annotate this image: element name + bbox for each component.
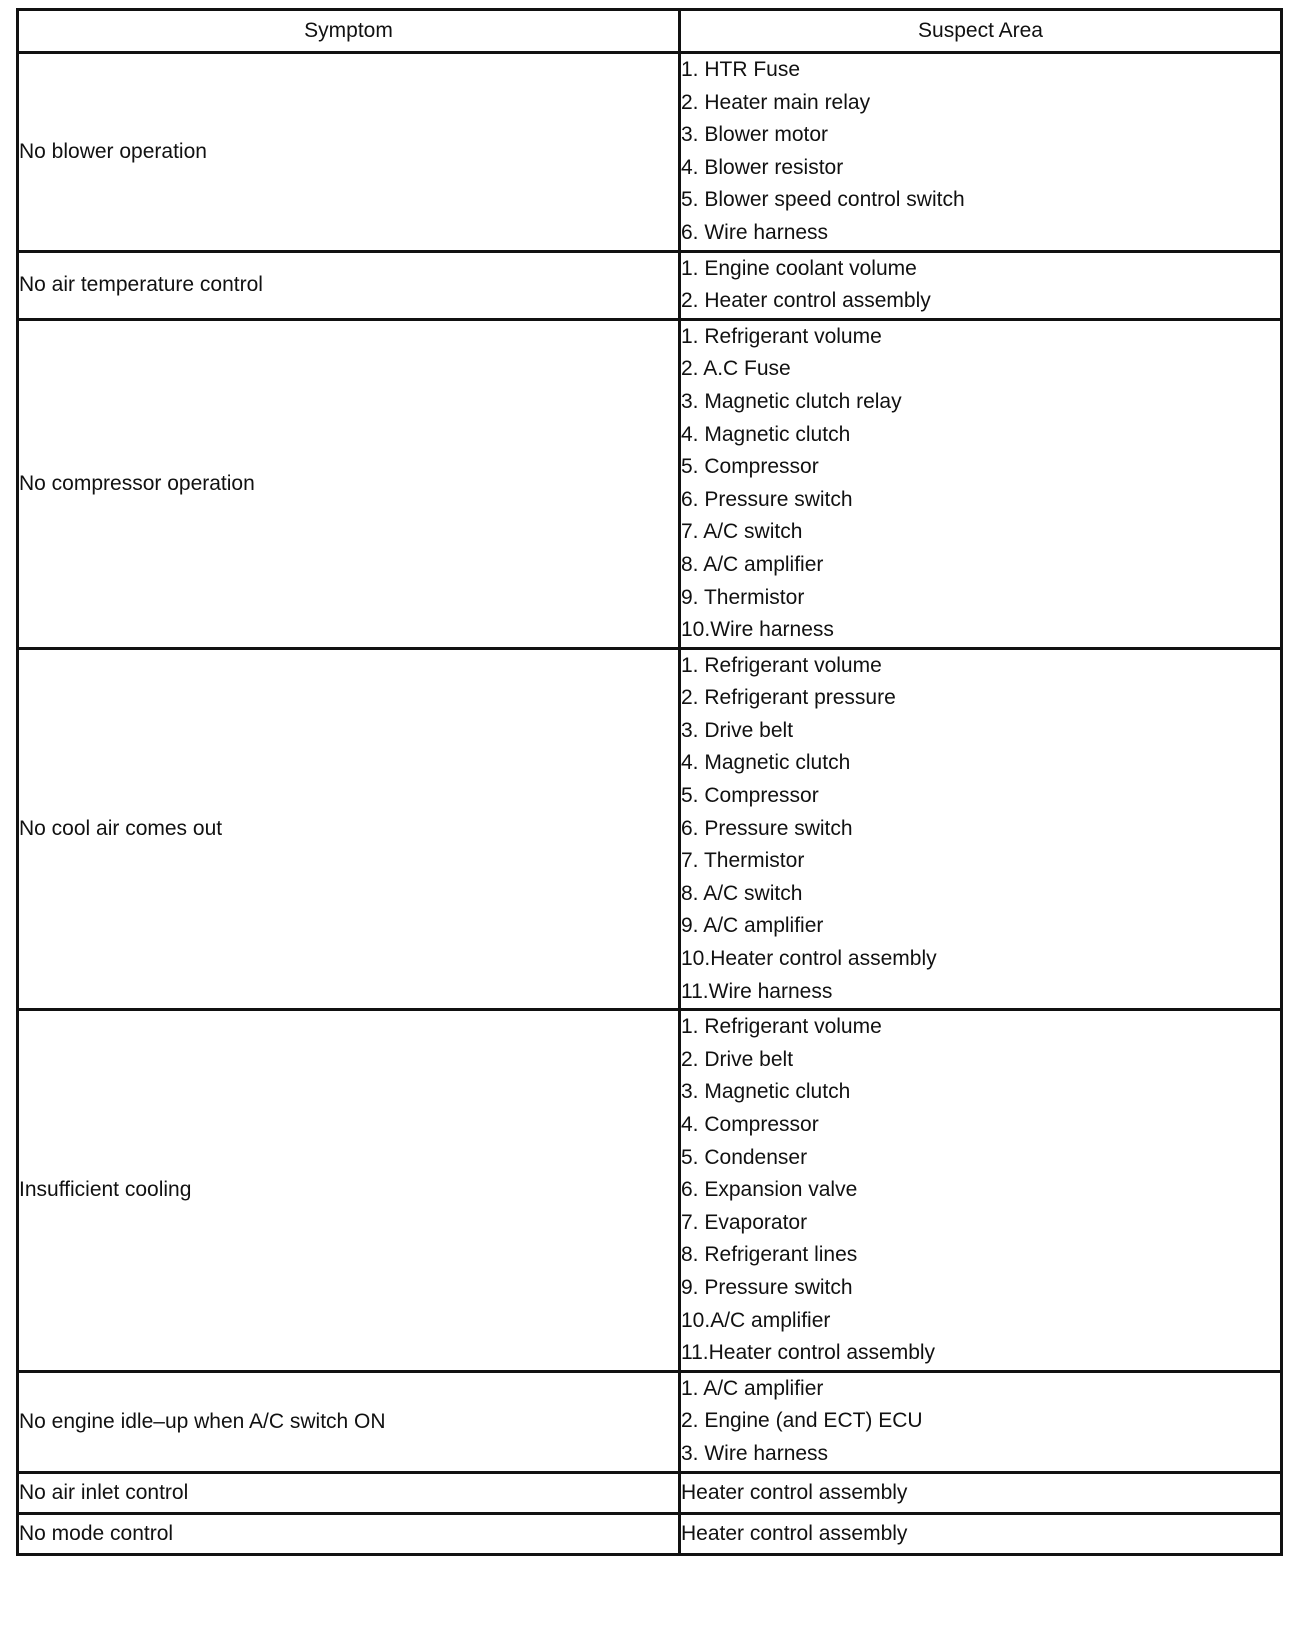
suspect-area-item: 9. Pressure switch bbox=[681, 1275, 853, 1299]
table-row bbox=[18, 53, 1282, 252]
suspect-area-item: 4. Compressor bbox=[681, 1113, 819, 1136]
suspect-area-item: 6. Pressure switch bbox=[681, 487, 853, 511]
table-row bbox=[18, 1472, 1282, 1513]
troubleshooting-page bbox=[16, 8, 1280, 1556]
suspect-area-list bbox=[681, 650, 1280, 1009]
symptom-cell: No blower operation bbox=[18, 53, 680, 252]
suspect-area-item: 10.Wire harness bbox=[681, 618, 834, 642]
suspect-area-item: 7. A/C switch bbox=[681, 520, 803, 544]
suspect-area-item: 3. Drive belt bbox=[681, 718, 794, 742]
suspect-area-item: 1. HTR Fuse bbox=[681, 58, 801, 81]
suspect-area-list bbox=[681, 253, 1280, 318]
suspect-area-item: 5. Compressor bbox=[681, 784, 819, 808]
suspect-area-item: 2. Heater control assembly bbox=[681, 289, 931, 313]
symptom-cell: Insufficient cooling bbox=[18, 1010, 680, 1372]
symptom-cell: No compressor operation bbox=[18, 319, 680, 648]
suspect-area-list bbox=[681, 1011, 1280, 1370]
table-row bbox=[18, 319, 1282, 648]
suspect-area-item: 4. Blower resistor bbox=[681, 155, 844, 179]
symptom-cell: No air inlet control bbox=[18, 1472, 680, 1513]
suspect-area-item: 4. Magnetic clutch bbox=[681, 422, 851, 446]
suspect-area-item: 8. A/C switch bbox=[681, 881, 803, 905]
symptom-cell: No engine idle–up when A/C switch ON bbox=[18, 1371, 680, 1472]
suspect-area-cell bbox=[680, 53, 1282, 252]
suspect-area-item: 3. Blower motor bbox=[681, 123, 829, 147]
table-row bbox=[18, 1371, 1282, 1472]
suspect-area-item: 1. Engine coolant volume bbox=[681, 256, 917, 280]
suspect-area-item: 9. Thermistor bbox=[681, 585, 805, 609]
suspect-area-item: 11.Heater control assembly bbox=[681, 1341, 936, 1365]
suspect-area-item: 2. Refrigerant pressure bbox=[681, 686, 896, 710]
suspect-area-item: 10.Heater control assembly bbox=[681, 947, 937, 971]
suspect-area-item: 3. Magnetic clutch bbox=[681, 1080, 851, 1104]
suspect-area-item: 1. Refrigerant volume bbox=[681, 653, 882, 677]
suspect-area-cell bbox=[680, 1010, 1282, 1372]
suspect-area-item: 1. A/C amplifier bbox=[681, 1376, 824, 1400]
suspect-area-list bbox=[681, 54, 1280, 250]
suspect-area-item: 5. Compressor bbox=[681, 455, 819, 479]
suspect-area-cell bbox=[680, 319, 1282, 648]
symptom-cell: No mode control bbox=[18, 1513, 680, 1554]
suspect-area-item: 8. Refrigerant lines bbox=[681, 1243, 858, 1267]
suspect-area-item: 9. A/C amplifier bbox=[681, 914, 824, 938]
suspect-area-cell bbox=[680, 251, 1282, 319]
suspect-area-item: 2. Engine (and ECT) ECU bbox=[681, 1409, 923, 1433]
suspect-area-list bbox=[681, 321, 1280, 647]
suspect-area-cell: Heater control assembly bbox=[680, 1472, 1282, 1513]
table-row bbox=[18, 1010, 1282, 1372]
suspect-area-item: 8. A/C amplifier bbox=[681, 552, 824, 576]
suspect-area-item: 7. Evaporator bbox=[681, 1210, 808, 1234]
symptom-table bbox=[16, 8, 1283, 1556]
suspect-area-item: 4. Magnetic clutch bbox=[681, 751, 851, 775]
suspect-area-item: 6. Wire harness bbox=[681, 220, 829, 244]
suspect-area-item: 1. Refrigerant volume bbox=[681, 324, 882, 348]
suspect-area-item: 6. Expansion valve bbox=[681, 1178, 858, 1202]
suspect-area-item: 3. Wire harness bbox=[681, 1441, 829, 1465]
symptom-cell: No air temperature control bbox=[18, 251, 680, 319]
suspect-area-item: 6. Pressure switch bbox=[681, 816, 853, 840]
symptom-column-header: Symptom bbox=[18, 10, 680, 53]
suspect-area-column-header: Suspect Area bbox=[680, 10, 1282, 53]
table-row bbox=[18, 251, 1282, 319]
table-row bbox=[18, 1513, 1282, 1554]
suspect-area-item: 11.Wire harness bbox=[681, 979, 833, 1003]
suspect-area-item: 2. A.C Fuse bbox=[681, 357, 791, 381]
suspect-area-item: 2. Drive belt bbox=[681, 1047, 794, 1071]
suspect-area-item: 3. Magnetic clutch relay bbox=[681, 389, 902, 413]
suspect-area-item: 10.A/C amplifier bbox=[681, 1308, 831, 1332]
suspect-area-item: 5. Blower speed control switch bbox=[681, 188, 965, 212]
suspect-area-cell bbox=[680, 1371, 1282, 1472]
suspect-area-list bbox=[681, 1373, 1280, 1471]
suspect-area-item: 7. Thermistor bbox=[681, 849, 805, 873]
suspect-area-cell: Heater control assembly bbox=[680, 1513, 1282, 1554]
symptom-cell: No cool air comes out bbox=[18, 648, 680, 1010]
table-row bbox=[18, 648, 1282, 1010]
suspect-area-item: 5. Condenser bbox=[681, 1145, 808, 1169]
suspect-area-item: 1. Refrigerant volume bbox=[681, 1015, 882, 1039]
suspect-area-item: 2. Heater main relay bbox=[681, 90, 871, 114]
table-header-row bbox=[18, 10, 1282, 53]
suspect-area-cell bbox=[680, 648, 1282, 1010]
